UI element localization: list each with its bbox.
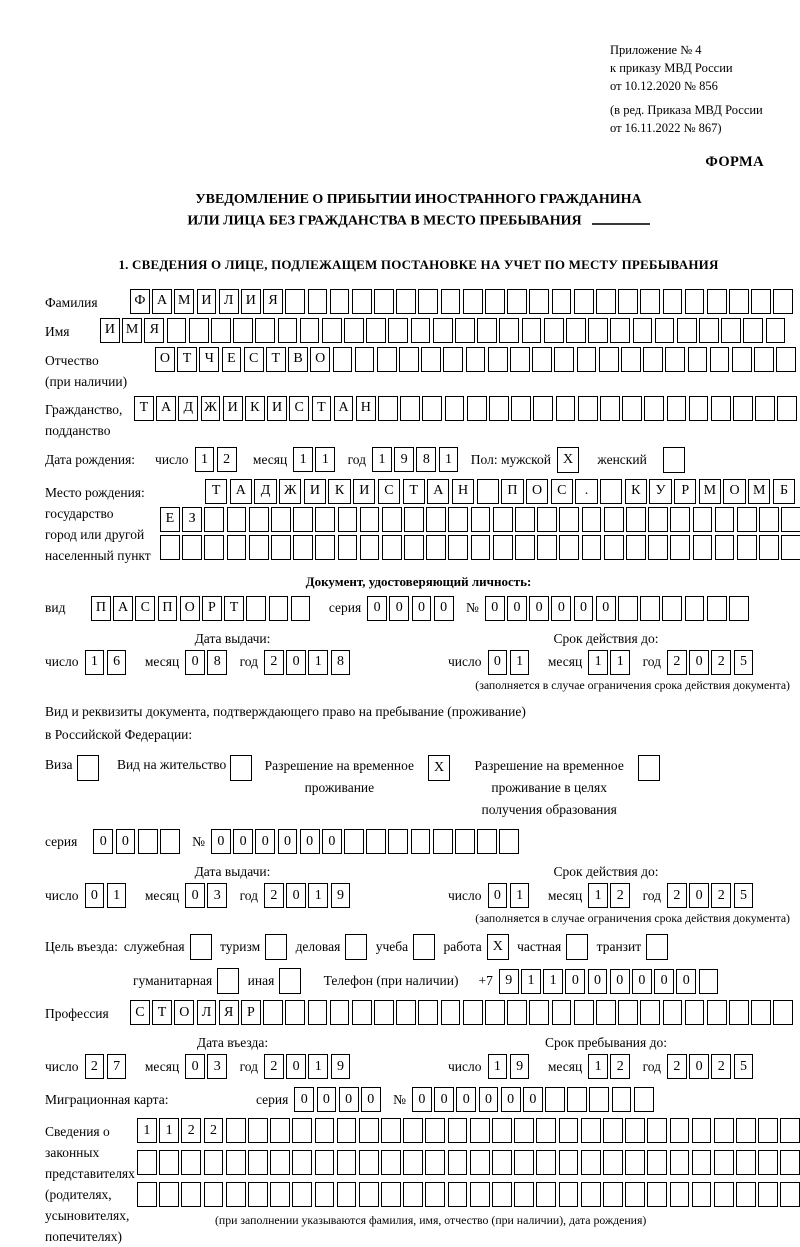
- purpose-study-checkbox[interactable]: [413, 934, 437, 960]
- representatives-label: Сведения о законных представителях (родителях, усыновителях, попечителях): [45, 1124, 135, 1245]
- permit-type-row: [45, 753, 792, 822]
- purpose-official-checkbox[interactable]: [190, 934, 214, 960]
- purpose-transit-checkbox[interactable]: [646, 934, 670, 960]
- entry-month-boxes[interactable]: 0 3: [185, 1054, 229, 1079]
- temp-permit-label: Разрешение на временное проживание: [264, 757, 415, 795]
- purpose-business-checkbox[interactable]: [345, 934, 369, 960]
- entry-dates: Дата въезда: число 2 7 месяц 0 3 год 2 0 1 9 Срок пребывания до: число 1 9 месяц 1 2 год 2 0 2 5: [45, 1035, 792, 1079]
- permit-expiry-month-boxes[interactable]: 1 2: [588, 883, 632, 908]
- profession-label: Профессия: [45, 1006, 109, 1022]
- doc-number-boxes[interactable]: 0 0 0 0 0 0: [485, 596, 751, 621]
- migration-card-label: Миграционная карта:: [45, 1091, 169, 1107]
- purpose-humanitarian-label: гуманитарная: [133, 973, 213, 989]
- purpose-study-label: учеба: [375, 939, 409, 955]
- stay-day-boxes[interactable]: 1 9: [488, 1054, 532, 1079]
- doc-validity-note: (заполняется в случае ограничения срока действия документа): [475, 677, 790, 692]
- permit-validity-note: (заполняется в случае ограничения срока действия документа): [475, 911, 790, 926]
- doc-issue-day-boxes[interactable]: 1 6: [85, 650, 129, 675]
- form-title: [45, 189, 792, 233]
- doc-type-boxes[interactable]: П А С П О Р Т: [91, 596, 313, 621]
- amendment-line-1: (в ред. Приказа МВД России: [610, 103, 763, 118]
- stay-year-boxes[interactable]: 2 0 2 5: [667, 1054, 756, 1079]
- permit-dates: Дата выдачи: число 0 1 месяц 0 3 год 2 0 1 9 Срок действия до: число 0 1 месяц 1 2 год 2 0 2 5: [45, 864, 792, 908]
- section1-heading: 1. СВЕДЕНИЯ О ЛИЦЕ, ПОДЛЕЖАЩЕМ ПОСТАНОВКЕ НА УЧЕТ ПО МЕСТУ ПРЕБЫВАНИЯ: [118, 256, 719, 272]
- permit-series-label: серия: [45, 833, 78, 849]
- permit-series-row: [45, 829, 792, 854]
- edu-permit-checkbox[interactable]: [638, 755, 662, 781]
- purpose-work-checkbox[interactable]: X: [487, 934, 511, 960]
- birthplace-label: Место рождения: государство город или другой населенный пункт: [45, 484, 151, 563]
- patronymic-label: Отчество (при наличии): [45, 347, 155, 392]
- doc-issue-month-boxes[interactable]: 0 8: [185, 650, 229, 675]
- doc-type-label: вид: [45, 600, 66, 616]
- migration-card-row: [45, 1087, 792, 1112]
- birth-month-boxes[interactable]: 1 1: [293, 447, 337, 472]
- permit-issue-year-boxes[interactable]: 2 0 1 9: [264, 883, 353, 908]
- doc-series-boxes[interactable]: 0 0 0 0: [367, 596, 456, 621]
- permit-issue-heading: Дата выдачи:: [194, 864, 271, 880]
- purpose-transit-label: транзит: [596, 939, 642, 955]
- migration-series-boxes[interactable]: 0 0 0 0: [294, 1087, 383, 1112]
- residence-permit-checkbox[interactable]: [230, 755, 254, 781]
- amendment-line-2: от 16.11.2022 № 867): [610, 121, 722, 135]
- phone-boxes[interactable]: 9 1 1 0 0 0 0 0 0: [499, 969, 721, 994]
- gender-female-checkbox[interactable]: [663, 447, 687, 473]
- appendix-note: [610, 42, 792, 138]
- stay-month-boxes[interactable]: 1 2: [588, 1054, 632, 1079]
- patronymic-boxes[interactable]: О Т Ч Е С Т В О: [155, 347, 798, 372]
- birthplace-row3-boxes[interactable]: [160, 535, 800, 560]
- profession-boxes[interactable]: С Т О Л Я Р: [130, 1000, 796, 1025]
- entry-date-heading: Дата въезда:: [196, 1035, 269, 1051]
- doc-expiry-day-boxes[interactable]: 0 1: [488, 650, 532, 675]
- purpose-row: [45, 934, 792, 960]
- migration-series-label: серия: [256, 1091, 289, 1107]
- surname-label: Фамилия: [45, 294, 98, 310]
- residence-permit-label: Вид на жительство: [116, 756, 227, 772]
- birthplace-row2-boxes[interactable]: Е З: [160, 507, 800, 532]
- representatives-row3-boxes[interactable]: [137, 1182, 800, 1207]
- visa-label: Виза: [45, 756, 73, 772]
- migration-number-boxes[interactable]: 0 0 0 0 0 0: [412, 1087, 656, 1112]
- doc-issue-year-boxes[interactable]: 2 0 1 8: [264, 650, 353, 675]
- permit-issue-day-boxes[interactable]: 0 1: [85, 883, 129, 908]
- residence-doc-line1: Вид и реквизиты документа, подтверждающего право на пребывание (проживание): [45, 703, 526, 719]
- representatives-row1-boxes[interactable]: 1 1 2 2: [137, 1118, 800, 1143]
- purpose-official-label: служебная: [123, 939, 185, 955]
- birth-year-boxes[interactable]: 1 9 8 1: [372, 447, 461, 472]
- stay-until-heading: Срок пребывания до:: [545, 1035, 667, 1051]
- purpose-row-2: [133, 968, 792, 994]
- month-label: месяц: [252, 451, 288, 467]
- doc-number-label: №: [465, 600, 479, 616]
- form-label: ФОРМА: [705, 153, 764, 170]
- permit-expiry-year-boxes[interactable]: 2 0 2 5: [667, 883, 756, 908]
- doc-expiry-month-boxes[interactable]: 1 1: [588, 650, 632, 675]
- representatives-note: (при заполнении указываются фамилия, имя, отчество (при наличии), дата рождения): [215, 1213, 647, 1228]
- permit-expiry-day-boxes[interactable]: 0 1: [488, 883, 532, 908]
- doc-expiry-year-boxes[interactable]: 2 0 2 5: [667, 650, 756, 675]
- appendix-line-3: от 10.12.2020 № 856: [610, 78, 718, 93]
- purpose-other-checkbox[interactable]: [279, 968, 303, 994]
- day-label: число: [155, 451, 189, 467]
- doc-row: [45, 596, 792, 621]
- permit-series-boxes[interactable]: 0 0: [93, 829, 182, 854]
- appendix-line-2: к приказу МВД России: [610, 60, 733, 75]
- purpose-business-label: деловая: [295, 939, 341, 955]
- gender-female-label: женский: [597, 451, 647, 467]
- doc-issue-date-heading: Дата выдачи:: [194, 630, 271, 646]
- patronymic-if-any: (при наличии): [45, 373, 128, 389]
- purpose-other-label: иная: [247, 973, 275, 989]
- visa-checkbox[interactable]: [77, 755, 101, 781]
- surname-boxes[interactable]: Ф А М И Л И Я: [130, 289, 796, 314]
- name-boxes[interactable]: И М Я: [100, 318, 788, 343]
- purpose-tourism-checkbox[interactable]: [265, 934, 289, 960]
- doc-series-label: серия: [328, 600, 362, 616]
- appendix-line-1: Приложение № 4: [610, 43, 702, 57]
- purpose-humanitarian-checkbox[interactable]: [217, 968, 241, 994]
- name-label: Имя: [45, 323, 70, 339]
- citizenship-boxes[interactable]: Т А Д Ж И К И С Т А Н: [134, 396, 800, 421]
- entry-day-boxes[interactable]: 2 7: [85, 1054, 129, 1079]
- representatives-block: [45, 1118, 792, 1247]
- citizenship-label: Гражданство, подданство: [45, 401, 123, 438]
- birthplace-row1-boxes[interactable]: Т А Д Ж И К И С Т А Н П О С . К У Р М О М Б: [205, 479, 800, 504]
- temp-permit-checkbox[interactable]: X: [428, 755, 452, 781]
- edu-permit-label: Разрешение на временное проживание в целях получения образования: [474, 757, 624, 818]
- birth-day-boxes[interactable]: 1 2: [195, 447, 239, 472]
- phone-prefix: +7: [478, 973, 493, 989]
- doc-dates: Дата выдачи: число 1 6 месяц 0 8 год 2 0 1 8 Срок действия до: число 0 1 месяц 1 1 год 2 0 2 5: [45, 631, 792, 675]
- gender-male-checkbox[interactable]: X: [557, 447, 581, 473]
- entry-year-boxes[interactable]: 2 0 1 9: [264, 1054, 353, 1079]
- gender-male-label: Пол: мужской: [470, 451, 552, 467]
- purpose-private-checkbox[interactable]: [566, 934, 590, 960]
- permit-expiry-heading: Срок действия до:: [553, 864, 659, 880]
- identity-doc-heading: Документ, удостоверяющий личность:: [305, 573, 532, 589]
- birth-date-label: Дата рождения:: [45, 451, 136, 467]
- permit-number-boxes[interactable]: 0 0 0 0 0 0: [211, 829, 522, 854]
- purpose-label: Цель въезда:: [45, 939, 118, 955]
- title-blank-line[interactable]: [592, 210, 650, 225]
- purpose-private-label: частная: [517, 939, 562, 955]
- doc-expiry-heading: Срок действия до:: [553, 630, 659, 646]
- permit-number-label: №: [192, 833, 205, 849]
- year-label: год: [347, 451, 367, 467]
- migration-number-label: №: [393, 1091, 406, 1107]
- form-title-line1: УВЕДОМЛЕНИЕ О ПРИБЫТИИ ИНОСТРАННОГО ГРАЖДАНИНА: [195, 191, 642, 207]
- birth-date-row: [45, 447, 792, 473]
- residence-doc-line2: в Российской Федерации:: [45, 726, 193, 742]
- permit-issue-month-boxes[interactable]: 0 3: [185, 883, 229, 908]
- purpose-tourism-label: туризм: [220, 939, 261, 955]
- purpose-work-label: работа: [443, 939, 482, 955]
- form-title-line2: ИЛИ ЛИЦА БЕЗ ГРАЖДАНСТВА В МЕСТО ПРЕБЫВАНИЯ: [187, 214, 582, 230]
- phone-label: Телефон (при наличии): [323, 973, 459, 989]
